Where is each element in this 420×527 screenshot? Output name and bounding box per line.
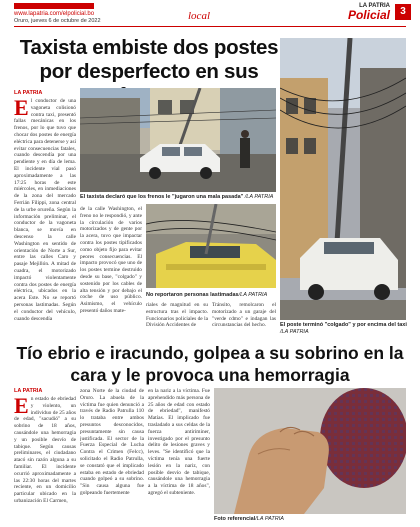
caption-4-source: /LA PATRIA xyxy=(255,516,284,522)
caption-1-source: /LA PATRIA xyxy=(244,194,274,200)
story1-col1-text: l conductor de una vagoneta colisionó contra taxi, presentó fallas mecánicas en los frenos, por lo que tuvo que chocar dos postes de energía eléctrica para detenerse y así evitar consecuencias fatales, cuando descendía por una pendiente y en día de lema. El incidente vial pasó aproximadamente a las 17:25 horas de este miércoles, en inmediaciones de la zona del mercado Ferrián Filippi, zona central de la urbe orureña. Según la información preliminar, el conductor de la vagoneta blanca, se movía en descenso la calle Washington en sentido de orientación de Norte a Sur, entre las calles Caro y pasaje Mejillón. A mitad de cuadra, el motorizado impactó violentamente contra dos postes de energía eléctrica, ubicados en la acera Este. No se reportó personas lastimadas. Según el conductor del vehículo, cuando descendía xyxy=(14,98,76,322)
caption-2-text: No reportaron personas lastimadas xyxy=(146,292,239,298)
brand-name: LA PATRIA xyxy=(359,3,390,9)
caption-photo-4 xyxy=(214,516,406,523)
page-number: 3 xyxy=(395,4,411,20)
header-rule xyxy=(14,26,406,27)
story2-dropcap: E xyxy=(14,396,29,418)
story2-column-1 xyxy=(14,396,76,524)
caption-4-text: Foto referencial xyxy=(214,516,256,522)
story1-column-1 xyxy=(14,98,76,334)
story1-dropcap: E xyxy=(14,98,29,120)
story1-column-2 xyxy=(80,206,142,336)
header-accent-bar xyxy=(14,3,94,9)
caption-photo-2 xyxy=(146,292,278,299)
caption-3-text: El poste terminó "colgado" y por encima del taxi xyxy=(280,322,407,328)
story2-column-3 xyxy=(148,388,210,524)
brand-logo xyxy=(318,3,390,21)
story2-col3-text: en la nariz a la víctima. Fue aprehendido más persona de 25 años de edad con estado de ebriedad", manifestó Matías. El implicado fue trasladado a sus celdas de la fuerza antiriminer, investigado por el presunto delito de lesiones graves y leves. "Se identificó que la víctima tenía una fuerte lesión en la nariz, con posible desvío de tabique, causándole una hemorragia a la víctima de 18 años", agregó el subteniente. xyxy=(148,388,210,496)
dateline: Oruro, jueves 6 de octubre de 2022 xyxy=(14,18,101,24)
photo-fist-reference xyxy=(214,388,406,514)
story2-col1-text: n estado de ebriedad y violento, un individuo de 25 años de edad, "sacudió" a su sobrino de 18 años, causándole una hemorragia y un posible desvío de tabique. Según causas preliminares, el ciudadano atacó sin razón alguna a su familiar. El incidente ocurrió aproximadamente a las 22:30 horas del martes reciente, en un domicilio particular ubicado en la urbanización El Carmen, xyxy=(14,396,76,504)
caption-1-text: El taxista declaró que los frenos le "jugaron una mala pasada" xyxy=(80,194,244,200)
caption-3-source: /LA PATRIA xyxy=(280,329,309,335)
story1-col4-text: Tránsito, remolcaron el motorizado a un garaje del "verde cdmo" e indagan las circunstancias del hecho. xyxy=(212,302,276,329)
story1-col2-text: de la calle Washington, el freno no le respondió, y ante la circulación de varios motorizados y de gente por la acera, tuvo que impactar contra los postes tipificados como objeto fijo para evitar peores consecuencias. El impacto provocó que uno de los postes termine destruido desde su base, "colgado" y sostenido por los cables de alta tensión y por debajo el coche de uso público. Asimismo, el vehículo presentó daños mate- xyxy=(80,206,142,314)
story2-byline: LA PATRIA xyxy=(14,388,43,394)
story1-col3-text: riales de magnitud en su estructura tras el impacto. Funcionarios policiales de la División Accidentes de xyxy=(146,302,208,329)
caption-photo-3 xyxy=(280,322,408,336)
photo-pole-over-taxi xyxy=(280,38,406,320)
caption-2-source: /LA PATRIA xyxy=(238,292,268,298)
story2-col2-text: zona Norte de la ciudad de Oruro. La abuela de la víctima fue quien denunció a través de Radio Patrulla 110 lo trataba entre ambos presuntos desconocidos, presuntamente sin causa justificada. El sector de la Fuerza Especial de Lucha Contra el Crimen (Felcc), solicitado el Radio Patrulla, se constató que el implicado estaba en estado de ebriedad cuando golpeó a su sobrino. "Sin causa alguna fue golpeando fuertemente xyxy=(80,388,144,496)
story1-byline: LA PATRIA xyxy=(14,90,43,96)
caption-photo-1 xyxy=(80,194,280,201)
section-label: local xyxy=(188,10,210,22)
site-url: www.lapatria.com/elpolicial.bo xyxy=(14,11,95,17)
photo-taxi-crash xyxy=(80,88,276,192)
brand-sub: Policial xyxy=(347,8,390,22)
photo-taxi-yellow xyxy=(146,204,276,288)
story1-column-3 xyxy=(146,302,208,336)
story2-column-2 xyxy=(80,388,144,524)
story1-headline: Taxista embiste dos postes por desperfecto en sus xyxy=(19,36,279,83)
story2-headline: Tío ebrio e iracundo, golpea a su sobrino en la cara y le provoca una hemorragia xyxy=(16,343,404,385)
story1-column-4 xyxy=(212,302,276,336)
